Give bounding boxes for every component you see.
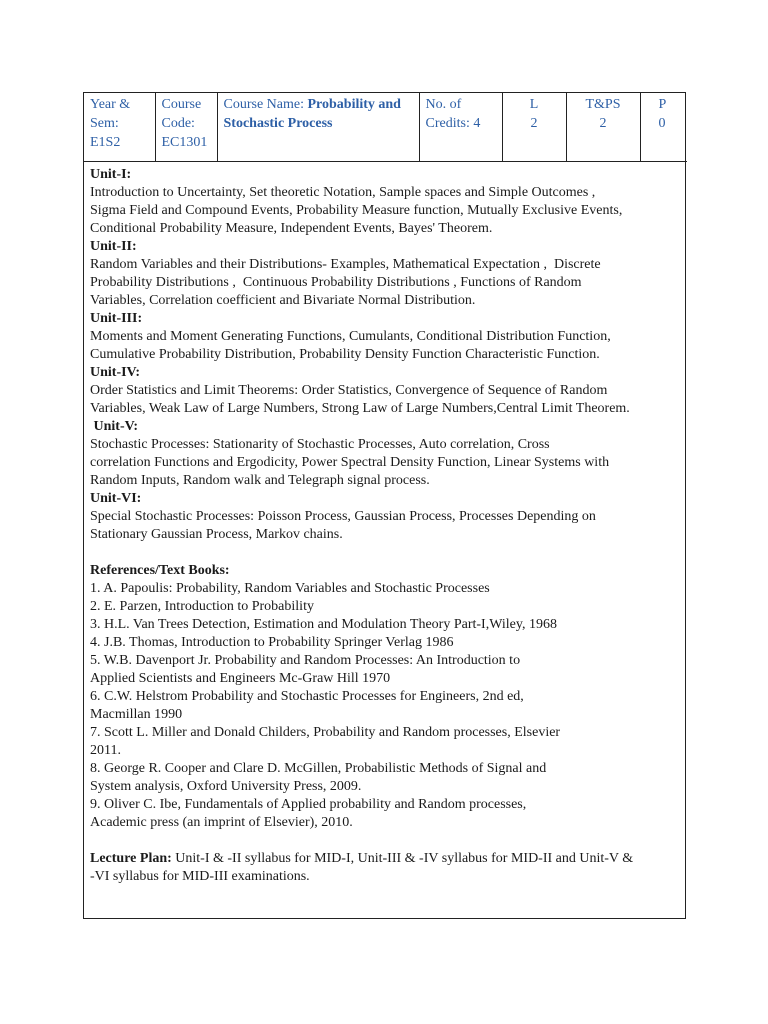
unit-content-line: Moments and Moment Generating Functions, Cumulants, Conditional Distribution Function, <box>90 328 611 344</box>
unit-title: Unit-VI: <box>90 490 142 506</box>
unit-content-line: Variables, Correlation coefficient and Bivariate Normal Distribution. <box>90 292 476 308</box>
reference-line: 3. H.L. Van Trees Detection, Estimation and Modulation Theory Part-I,Wiley, 1968 <box>90 616 557 632</box>
year-sem: Year & Sem: E1S2 <box>90 97 131 150</box>
unit-content-line: Introduction to Uncertainty, Set theoretic Notation, Sample spaces and Simple Outcomes , <box>90 184 596 200</box>
unit-content-line: correlation Functions and Ergodicity, Power Spectral Density Function, Linear Systems with <box>90 454 610 470</box>
p-label: P <box>658 97 667 112</box>
course-header-table <box>84 93 687 162</box>
l-label: L <box>529 97 539 112</box>
unit-content-line: Random Variables and their Distributions- Examples, Mathematical Expectation , Discrete <box>90 256 601 272</box>
lecture-plan-line1: Unit-I & -II syllabus for MID-I, Unit-III & -IV syllabus for MID-II and Unit-V & <box>171 850 634 866</box>
unit-content-line: Probability Distributions , Continuous Probability Distributions , Functions of Random <box>90 274 582 290</box>
unit-content-line: Stationary Gaussian Process, Markov chains. <box>90 526 343 542</box>
reference-line: Macmillan 1990 <box>90 706 183 722</box>
year-sem-cell <box>84 93 155 161</box>
course-name-label: Course Name: <box>223 97 308 112</box>
unit-content-line: Conditional Probability Measure, Independent Events, Bayes' Theorem. <box>90 220 493 236</box>
course-name: Probability and Stochastic Process <box>223 97 401 131</box>
unit-title: Unit-I: <box>90 166 132 182</box>
references-title: References/Text Books: <box>90 562 230 578</box>
lecture-plan-line2: -VI syllabus for MID-III examinations. <box>90 868 310 884</box>
unit-title: Unit-II: <box>90 238 137 254</box>
unit-content-line: Stochastic Processes: Stationarity of Stochastic Processes, Auto correlation, Cross <box>90 436 550 452</box>
reference-line: 7. Scott L. Miller and Donald Childers, Probability and Random processes, Elsevier <box>90 724 561 740</box>
reference-line: Applied Scientists and Engineers Mc-Graw Hill 1970 <box>90 670 391 686</box>
course-code-cell <box>155 93 217 161</box>
tps-cell <box>566 93 640 161</box>
course-name-cell <box>217 93 419 161</box>
unit-content-line: Random Inputs, Random walk and Telegraph signal process. <box>90 472 430 488</box>
reference-line: 6. C.W. Helstrom Probability and Stochastic Processes for Engineers, 2nd ed, <box>90 688 524 704</box>
lecture-plan-label: Lecture Plan: <box>90 850 172 866</box>
reference-line: 2011. <box>90 742 121 758</box>
reference-line: 9. Oliver C. Ibe, Fundamentals of Applied probability and Random processes, <box>90 796 527 812</box>
unit-content-line: Cumulative Probability Distribution, Probability Density Function Characteristic Function. <box>90 346 600 362</box>
p-cell <box>640 93 687 161</box>
unit-content-line: Sigma Field and Compound Events, Probability Measure function, Mutually Exclusive Events, <box>90 202 623 218</box>
unit-content-line: Special Stochastic Processes: Poisson Process, Gaussian Process, Processes Depending on <box>90 508 596 524</box>
reference-line: 4. J.B. Thomas, Introduction to Probability Springer Verlag 1986 <box>90 634 454 650</box>
reference-line: 1. A. Papoulis: Probability, Random Variables and Stochastic Processes <box>90 580 490 596</box>
reference-line: 2. E. Parzen, Introduction to Probability <box>90 598 314 614</box>
credits: No. of Credits: 4 <box>425 97 481 131</box>
credits-cell <box>419 93 502 161</box>
tps-label: T&PS <box>585 97 621 112</box>
unit-title: Unit-IV: <box>90 364 141 380</box>
syllabus-body <box>84 162 685 886</box>
l-cell <box>502 93 566 161</box>
units-list <box>90 166 679 544</box>
reference-line: Academic press (an imprint of Elsevier), 2010. <box>90 814 353 830</box>
p-value: 0 <box>658 116 666 131</box>
syllabus-sheet <box>83 92 686 919</box>
unit-content-line: Variables, Weak Law of Large Numbers, Strong Law of Large Numbers,Central Limit Theorem. <box>90 400 630 416</box>
references-list <box>90 580 679 832</box>
unit-title: Unit-V: <box>90 418 139 434</box>
unit-content-line: Order Statistics and Limit Theorems: Order Statistics, Convergence of Sequence of Random <box>90 382 608 398</box>
reference-line: 8. George R. Cooper and Clare D. McGillen, Probabilistic Methods of Signal and <box>90 760 547 776</box>
unit-title: Unit-III: <box>90 310 143 326</box>
reference-line: 5. W.B. Davenport Jr. Probability and Random Processes: An Introduction to <box>90 652 521 668</box>
lecture-plan <box>90 850 679 868</box>
tps-value: 2 <box>599 116 607 131</box>
reference-line: System analysis, Oxford University Press, 2009. <box>90 778 362 794</box>
l-value: 2 <box>530 116 538 131</box>
course-code: Course Code: EC1301 <box>161 97 208 150</box>
